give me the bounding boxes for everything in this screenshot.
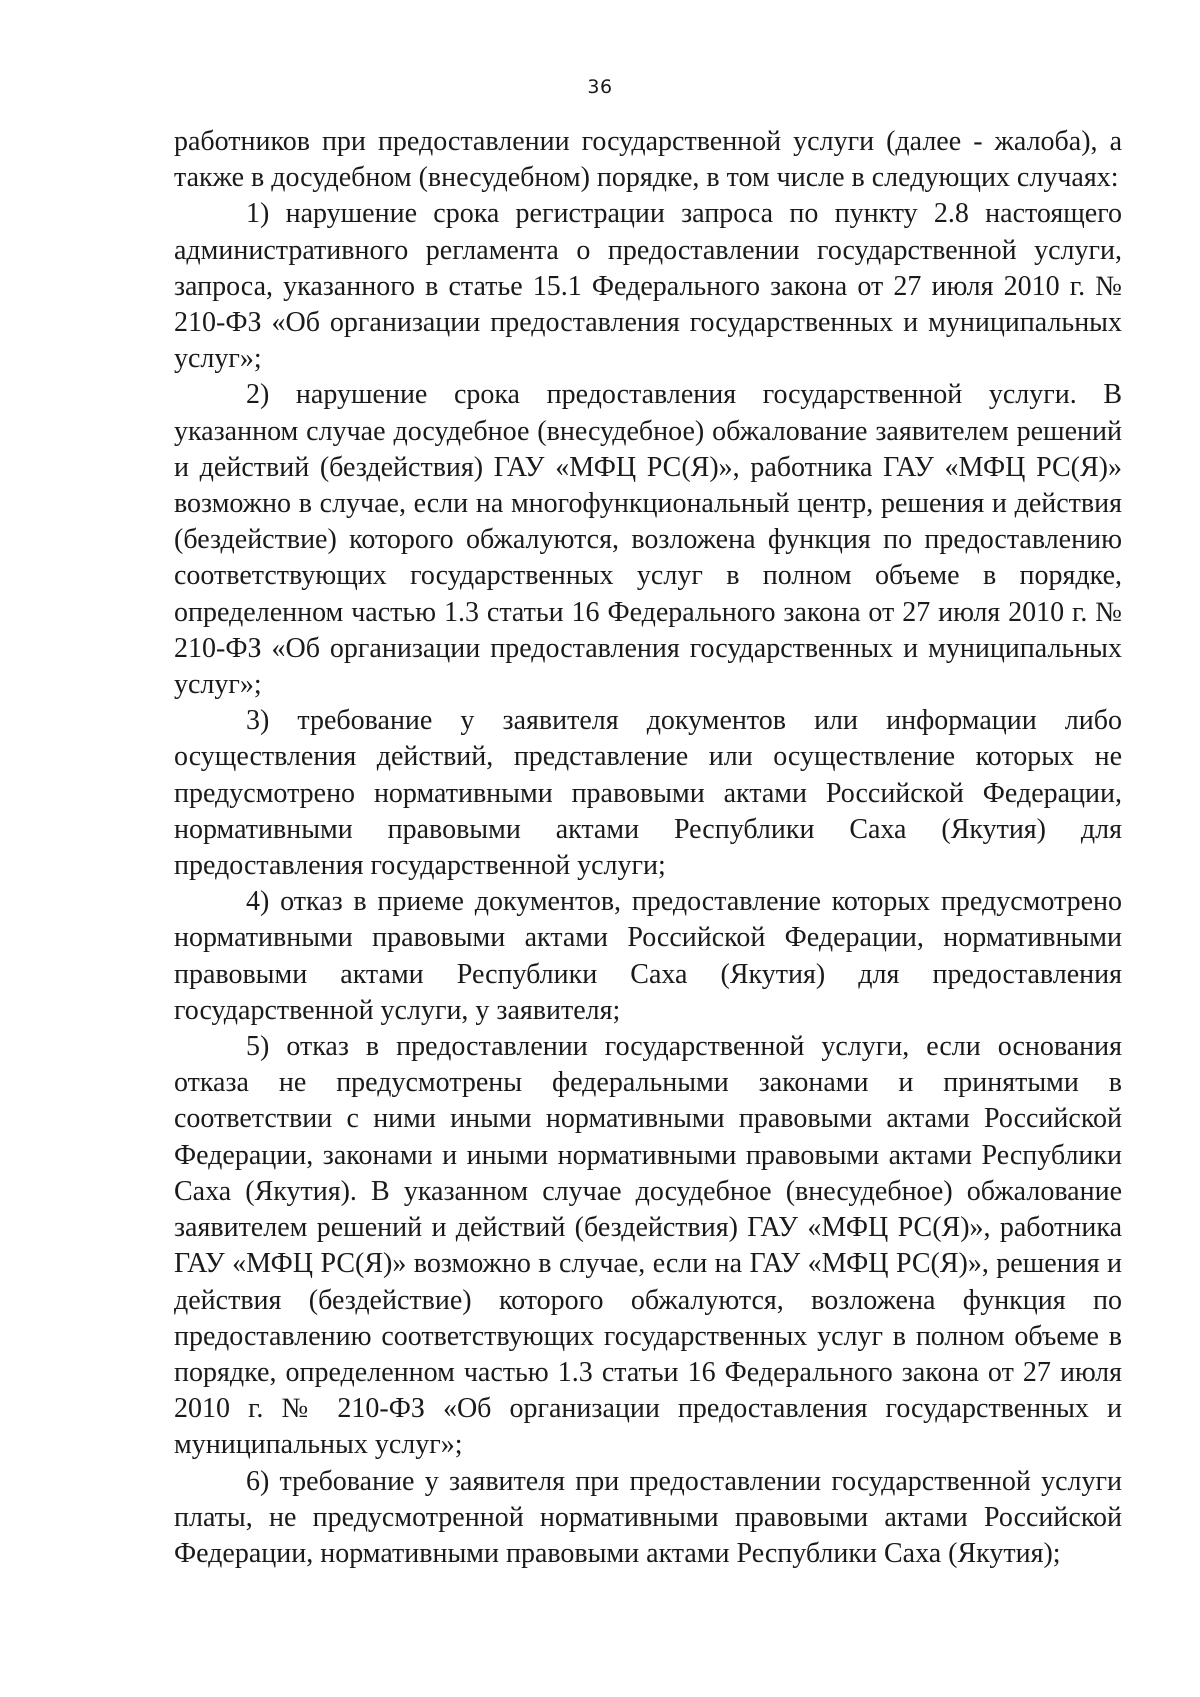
paragraph-item-1: 1) нарушение срока регистрации запроса по пункту 2.8 настоящего административного регламента о предоставлении государственной услуги, запроса, указанного в статье 15.1 Федерального закона от 27 июля 2010 г. № 210-ФЗ «Об организации предоставления государственных и муниципальных услуг»;	[174, 198, 1122, 375]
page-number: 36	[587, 76, 613, 98]
paragraph-item-3: 3) требование у заявителя документов или информации либо осуществления действий, представление или осуществление которых не предусмотрено нормативными правовыми актами Российской Федерации, нормативными правовыми актами Республики Саха (Якутия) для предоставления государственной услуги;	[174, 705, 1122, 882]
paragraph-item-4: 4) отказ в приеме документов, предоставление которых предусмотрено нормативными правовыми актами Российской Федерации, нормативными правовыми актами Республики Саха (Якутия) для предоставления государственной услуги, у заявителя;	[174, 886, 1122, 1026]
paragraph-item-6: 6) требование у заявителя при предоставлении государственной услуги платы, не предусмотренной нормативными правовыми актами Российской Федерации, нормативными правовыми актами Республики Саха (Якутия);	[174, 1465, 1122, 1569]
paragraph-item-5: 5) отказ в предоставлении государственной услуги, если основания отказа не предусмотрены федеральными законами и принятыми в соответствии с ними иными нормативными правовыми актами Российской Федерации, законами и иными нормативными правовыми актами Республики Саха (Якутия). В указанном случае досудебное (внесудебное) обжалование заявителем решений и действий (бездействия) ГАУ «МФЦ РС(Я)», работника ГАУ «МФЦ РС(Я)» возможно в случае, если на ГАУ «МФЦ РС(Я)», решения и действия (бездействие) которого обжалуются, возложена функция по предоставлению соответствующих государственных услуг в полном объеме в порядке, определенном частью 1.3 статьи 16 Федерального закона от 27 июля 2010 г. № 210-ФЗ «Об организации предоставления государственных и муниципальных услуг»;	[174, 1031, 1122, 1461]
paragraph-item-2: 2) нарушение срока предоставления государственной услуги. В указанном случае досудебное (внесудебное) обжалование заявителем решений и действий (бездействия) ГАУ «МФЦ РС(Я)», работника ГАУ «МФЦ РС(Я)» возможно в случае, если на многофункциональный центр, решения и действия (бездействие) которого обжалуются, возложена функция по предоставлению соответствующих государственных услуг в полном объеме в порядке, определенном частью 1.3 статьи 16 Федерального закона от 27 июля 2010 г. № 210-ФЗ «Об организации предоставления государственных и муниципальных услуг»;	[174, 379, 1122, 701]
paragraph-intro: работников при предоставлении государственной услуги (далее - жалоба), а также в досудебном (внесудебном) порядке, в том числе в следующих случаях:	[174, 126, 1122, 194]
document-body	[174, 124, 1122, 1572]
